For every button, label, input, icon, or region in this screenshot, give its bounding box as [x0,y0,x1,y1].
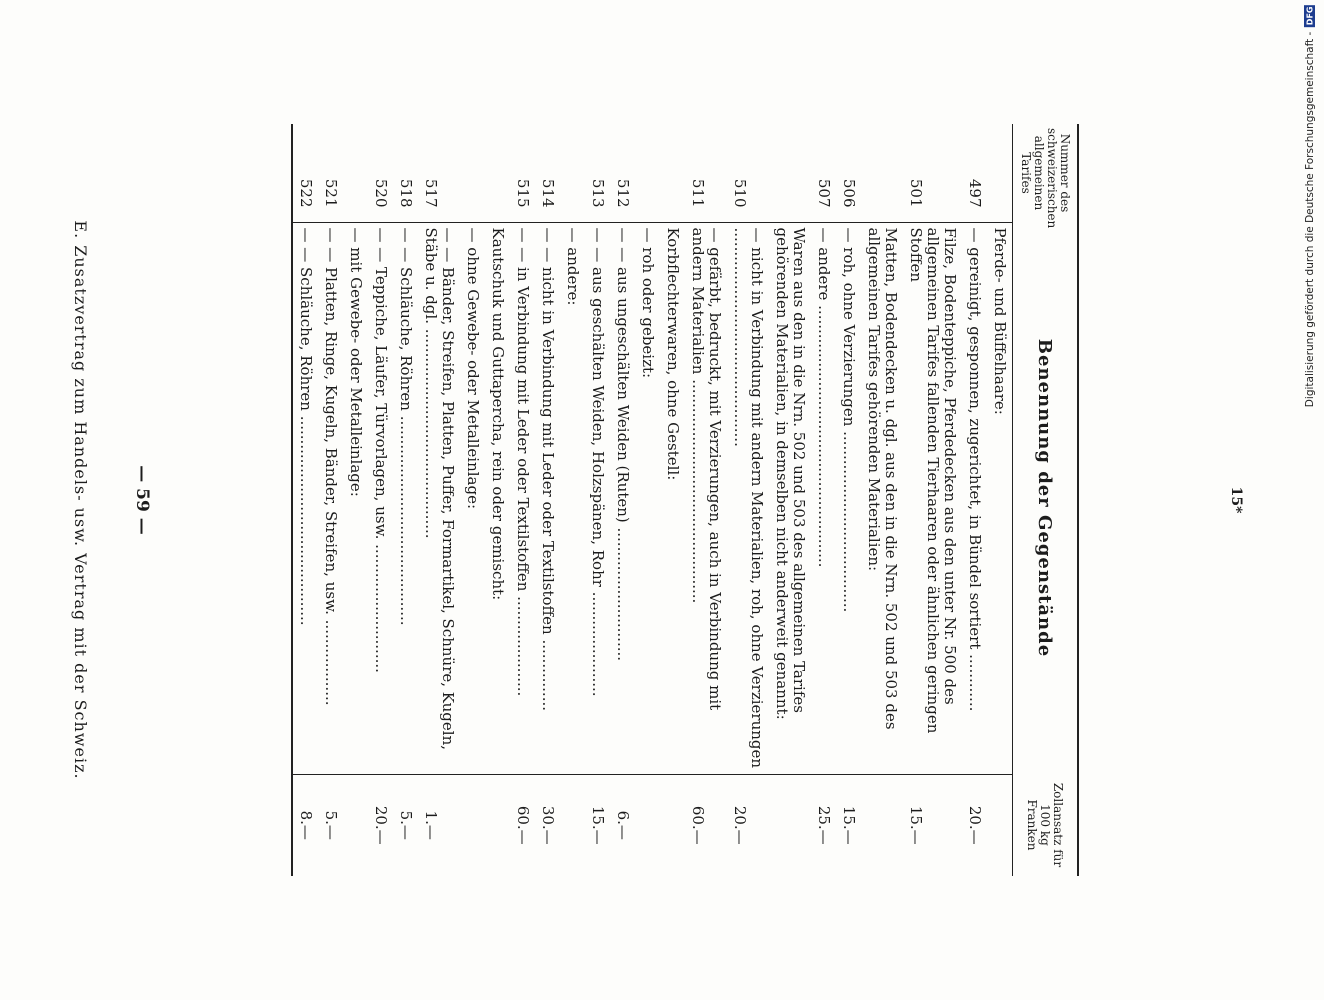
table-row [769,124,811,876]
table-row [685,124,727,876]
table-row [485,124,510,876]
header-description: Benennung der Gegenstände [1034,338,1056,658]
tariff-number: 514 [535,124,560,222]
duty-rate: 25.— [811,774,836,876]
duty-rate: 1.— [418,774,460,876]
table-row [318,124,343,876]
table-row [585,124,610,876]
item-description: Waren aus den in die Nrn. 502 und 503 des allgemeinen Tarifes gehörenden Materialien, in demselben nicht anderweit genannt: [773,227,808,720]
tariff-number [560,124,585,222]
digitization-note [1304,5,1316,407]
duty-rate [861,774,903,876]
tariff-number [660,124,685,222]
duty-rate: 15.— [585,774,610,876]
duty-rate [660,774,685,876]
item-description: Filze, Bodenteppiche, Pferdedecken aus den unter Nr. 500 des allgemeinen Tarifes fallenden Tierhaaren oder ähnlichen geringen Stoffen [907,227,959,734]
item-description: — — Platten, Ringe, Kugeln, Bänder, Streifen, usw. .................. [322,227,340,706]
duty-rate: 8.— [292,774,318,876]
header-rate: Zollansatz für 100 kg Franken [1025,782,1066,868]
sheet-signature: 15* [1228,486,1244,514]
table-row [393,124,418,876]
tariff-number: 512 [610,124,635,222]
item-description: — ohne Gewebe- oder Metalleinlage: [464,227,482,510]
item-description: — — in Verbindung mit Leder oder Textilstoffen ..................... [514,227,532,697]
duty-rate: 20.— [368,774,393,876]
tariff-number [987,124,1013,222]
item-description: — gereinigt, gesponnen, zugerichtet, in Bündel sortiert ............ [966,227,984,712]
tariff-number: 511 [685,124,727,222]
duty-rate [485,774,510,876]
tariff-number [769,124,811,222]
item-description: — roh, ohne Verzierungen ...................................... [840,227,858,613]
tariff-number: 520 [368,124,393,222]
item-description: — — Teppiche, Läufer, Türvorlagen, usw. ........................... [372,227,390,673]
running-header-title: E. Zusatzvertrag zum Handels- usw. Vertrag mit der Schweiz. [71,220,90,780]
tariff-number: 507 [811,124,836,222]
item-description: — gefärbt, bedruckt, mit Verzierungen, auch in Verbindung mit andern Materialien ............................................... [689,227,724,711]
tariff-number: 497 [962,124,987,222]
item-description: — nicht in Verbindung mit andern Materialien, roh, ohne Verzierungen .............................................. [731,227,766,769]
tariff-number: 521 [318,124,343,222]
duty-rate [635,774,660,876]
duty-rate [560,774,585,876]
duty-rate: 60.— [510,774,535,876]
header-number: Nummer des schweizerischen allgemeinen Tarifes [1019,128,1072,229]
item-description: — mit Gewebe- oder Metalleinlage: [347,227,365,497]
table-row [987,124,1013,876]
table-row [368,124,393,876]
item-description: Kautschuk und Guttapercha, rein oder gemischt: [489,227,507,601]
item-description: — — nicht in Verbindung mit Leder oder Textilstoffen ............... [539,227,557,711]
item-description: Matten, Bodendecken u. dgl. aus den in die Nrn. 502 und 503 des allgemeinen Tarifes gehörenden Materialien: [865,227,900,730]
item-description: — — Schläuche, Röhren ............................................ [397,227,415,626]
table-row [903,124,962,876]
tariff-number: 506 [836,124,861,222]
table-row [836,124,861,876]
tariff-number: 518 [393,124,418,222]
table-row [560,124,585,876]
table-header-row [1013,124,1079,876]
duty-rate: 15.— [836,774,861,876]
duty-rate: 20.— [727,774,769,876]
tariff-number [485,124,510,222]
tariff-number [635,124,660,222]
tariff-table [291,124,1079,876]
duty-rate: 5.— [393,774,418,876]
duty-rate: 15.— [903,774,962,876]
table-row [962,124,987,876]
duty-rate: 30.— [535,774,560,876]
item-description: — — aus ungeschälten Weiden (Ruten) ............................ [614,227,632,662]
table-body [292,124,1013,876]
dfg-logo: DFG [1305,7,1315,26]
duty-rate: 6.— [610,774,635,876]
duty-rate [769,774,811,876]
tariff-number: 522 [292,124,318,222]
item-description: — — Schläuche, Röhren ............................................ [292,222,318,774]
item-description: — andere: [564,227,582,306]
duty-rate [460,774,485,876]
item-description: Pferde- und Büffelhaare: [991,227,1009,415]
tariff-number: 510 [727,124,769,222]
tariff-number: 515 [510,124,535,222]
duty-rate [343,774,368,876]
table-row [292,124,318,876]
duty-rate [987,774,1013,876]
item-description: — andere ....................................................... [815,227,833,568]
tariff-number: 513 [585,124,610,222]
duty-rate: 60.— [685,774,727,876]
table-row [610,124,635,876]
table-row [635,124,660,876]
table-row [343,124,368,876]
item-description: — — aus geschälten Weiden, Holzspänen, Rohr ...................... [589,227,607,697]
tariff-number: 501 [903,124,962,222]
tariff-number [861,124,903,222]
duty-rate: 20.— [962,774,987,876]
table-row [418,124,460,876]
table-row [861,124,903,876]
tariff-number: 517 [418,124,460,222]
table-row [811,124,836,876]
table-row [727,124,769,876]
page-number: — 59 — [132,465,152,535]
duty-rate: 5.— [318,774,343,876]
table-row [510,124,535,876]
item-description: — — Bänder, Streifen, Platten, Puffer, Formartikel, Schnüre, Kugeln, Stäbe u. dgl. ............................................ [422,227,457,751]
tariff-number [343,124,368,222]
tariff-number [460,124,485,222]
item-description: — roh oder gebeizt: [639,227,657,379]
digitization-text: Digitalisierung gefördert durch die Deutsche Forschungsgemeinschaft - [1304,31,1316,408]
item-description: Korbflechterwaren, ohne Gestell: [664,227,682,481]
table-row [660,124,685,876]
table-row [460,124,485,876]
table-row [535,124,560,876]
